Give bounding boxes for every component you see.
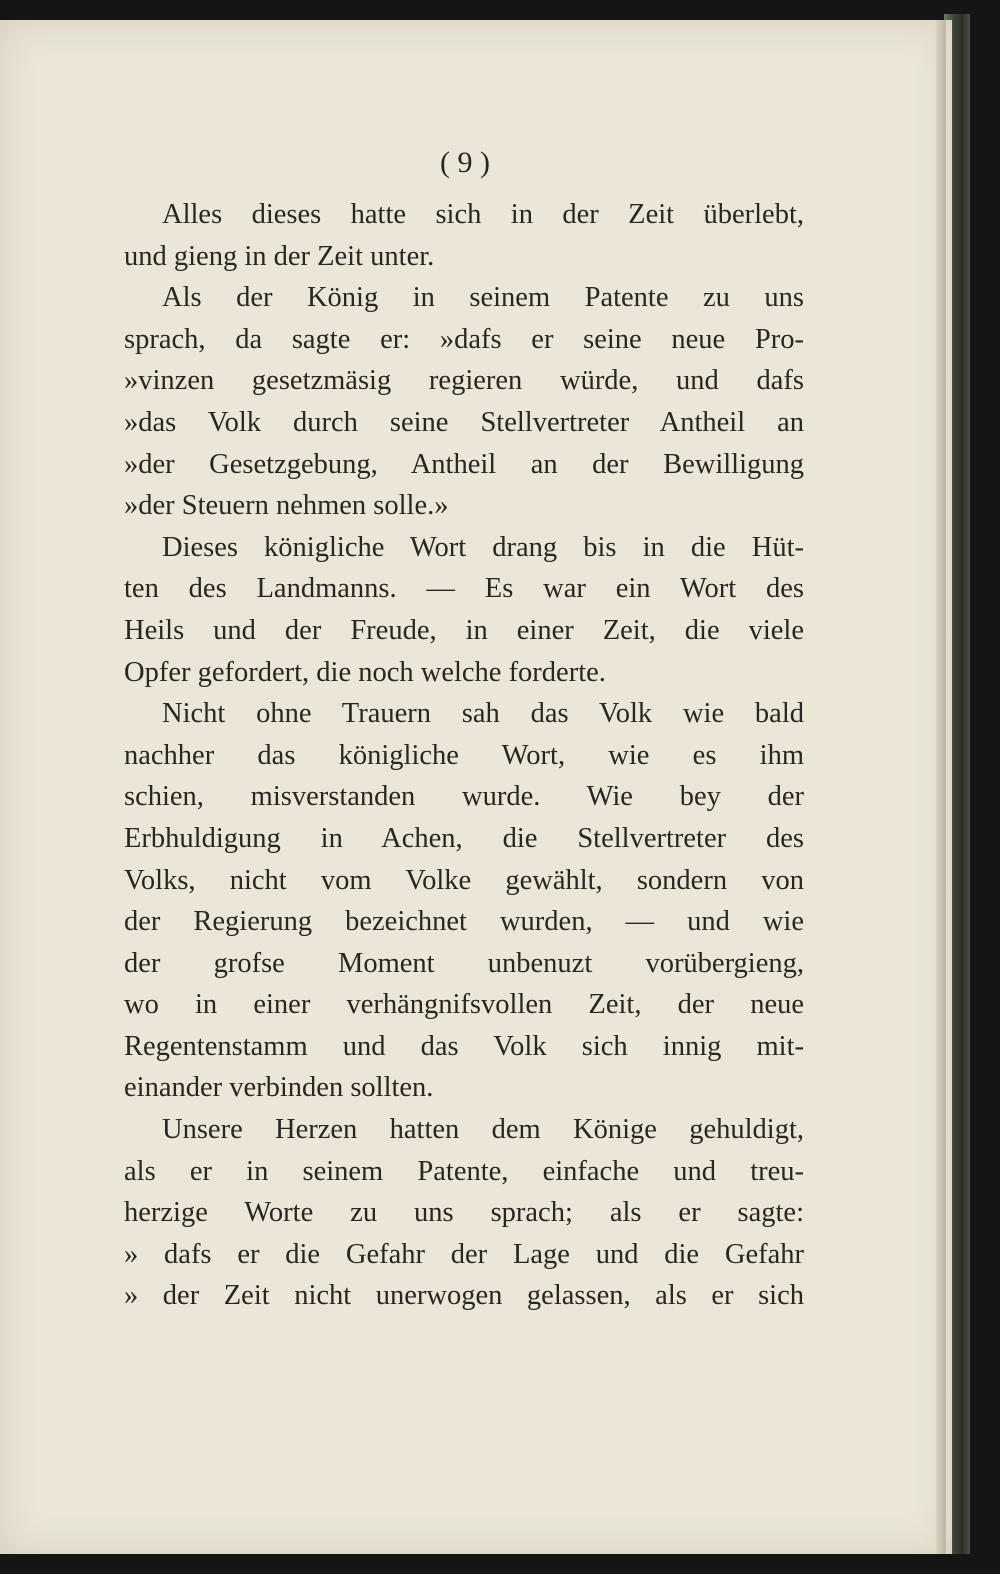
text-body	[124, 194, 804, 1317]
paragraph	[124, 1109, 804, 1317]
text-line: »der Gesetzgebung, Antheil an der Bewilligung	[124, 448, 804, 480]
text-line: herzige Worte zu uns sprach; als er sagte:	[124, 1197, 804, 1229]
text-line: einander verbinden sollten.	[124, 1072, 434, 1104]
text-line: Volks, nicht vom Volke gewählt, sondern von	[124, 864, 804, 896]
text-line: sprach, da sagte er: »dafs er seine neue Pro-	[124, 323, 804, 355]
text-line: als er in seinem Patente, einfache und treu-	[124, 1155, 804, 1187]
text-line: nachher das königliche Wort, wie es ihm	[124, 739, 804, 771]
text-line: » der Zeit nicht unerwogen gelassen, als er sich	[124, 1280, 804, 1312]
text-line: »vinzen gesetzmäsig regieren würde, und dafs	[124, 365, 804, 397]
text-line: wo in einer verhängnifsvollen Zeit, der neue	[124, 989, 804, 1021]
paragraph	[124, 277, 804, 527]
text-line: Alles dieses hatte sich in der Zeit überlebt,	[162, 199, 804, 230]
text-line: der Regierung bezeichnet wurden, — und wie	[124, 906, 804, 938]
text-line: Heils und der Freude, in einer Zeit, die viele	[124, 614, 804, 646]
text-line: »der Steuern nehmen solle.»	[124, 490, 449, 522]
page-edge	[936, 20, 946, 1554]
paragraph	[124, 693, 804, 1109]
paragraph	[124, 194, 804, 277]
text-line: Unsere Herzen hatten dem Könige gehuldigt,	[162, 1114, 804, 1146]
paragraph	[124, 527, 804, 693]
text-line: der grofse Moment unbenuzt vorübergieng,	[124, 947, 804, 979]
text-line: »das Volk durch seine Stellvertreter Antheil an	[124, 406, 804, 438]
text-line: Als der König in seinem Patente zu uns	[162, 282, 804, 314]
text-line: schien, misverstanden wurde. Wie bey der	[124, 781, 804, 813]
text-line: ten des Landmanns. — Es war ein Wort des	[124, 573, 804, 605]
text-line: und gieng in der Zeit unter.	[124, 240, 435, 272]
text-line: Erbhuldigung in Achen, die Stellvertreter des	[124, 822, 804, 854]
text-line: Opfer gefordert, die noch welche forderte.	[124, 656, 606, 688]
text-line: » dafs er die Gefahr der Lage und die Gefahr	[124, 1238, 804, 1270]
text-line: Regentenstamm und das Volk sich innig mit-	[124, 1030, 804, 1062]
text-line: Nicht ohne Trauern sah das Volk wie bald	[162, 698, 804, 730]
page-number: ( 9 )	[440, 146, 490, 179]
text-line: Dieses königliche Wort drang bis in die Hüt-	[162, 531, 804, 563]
